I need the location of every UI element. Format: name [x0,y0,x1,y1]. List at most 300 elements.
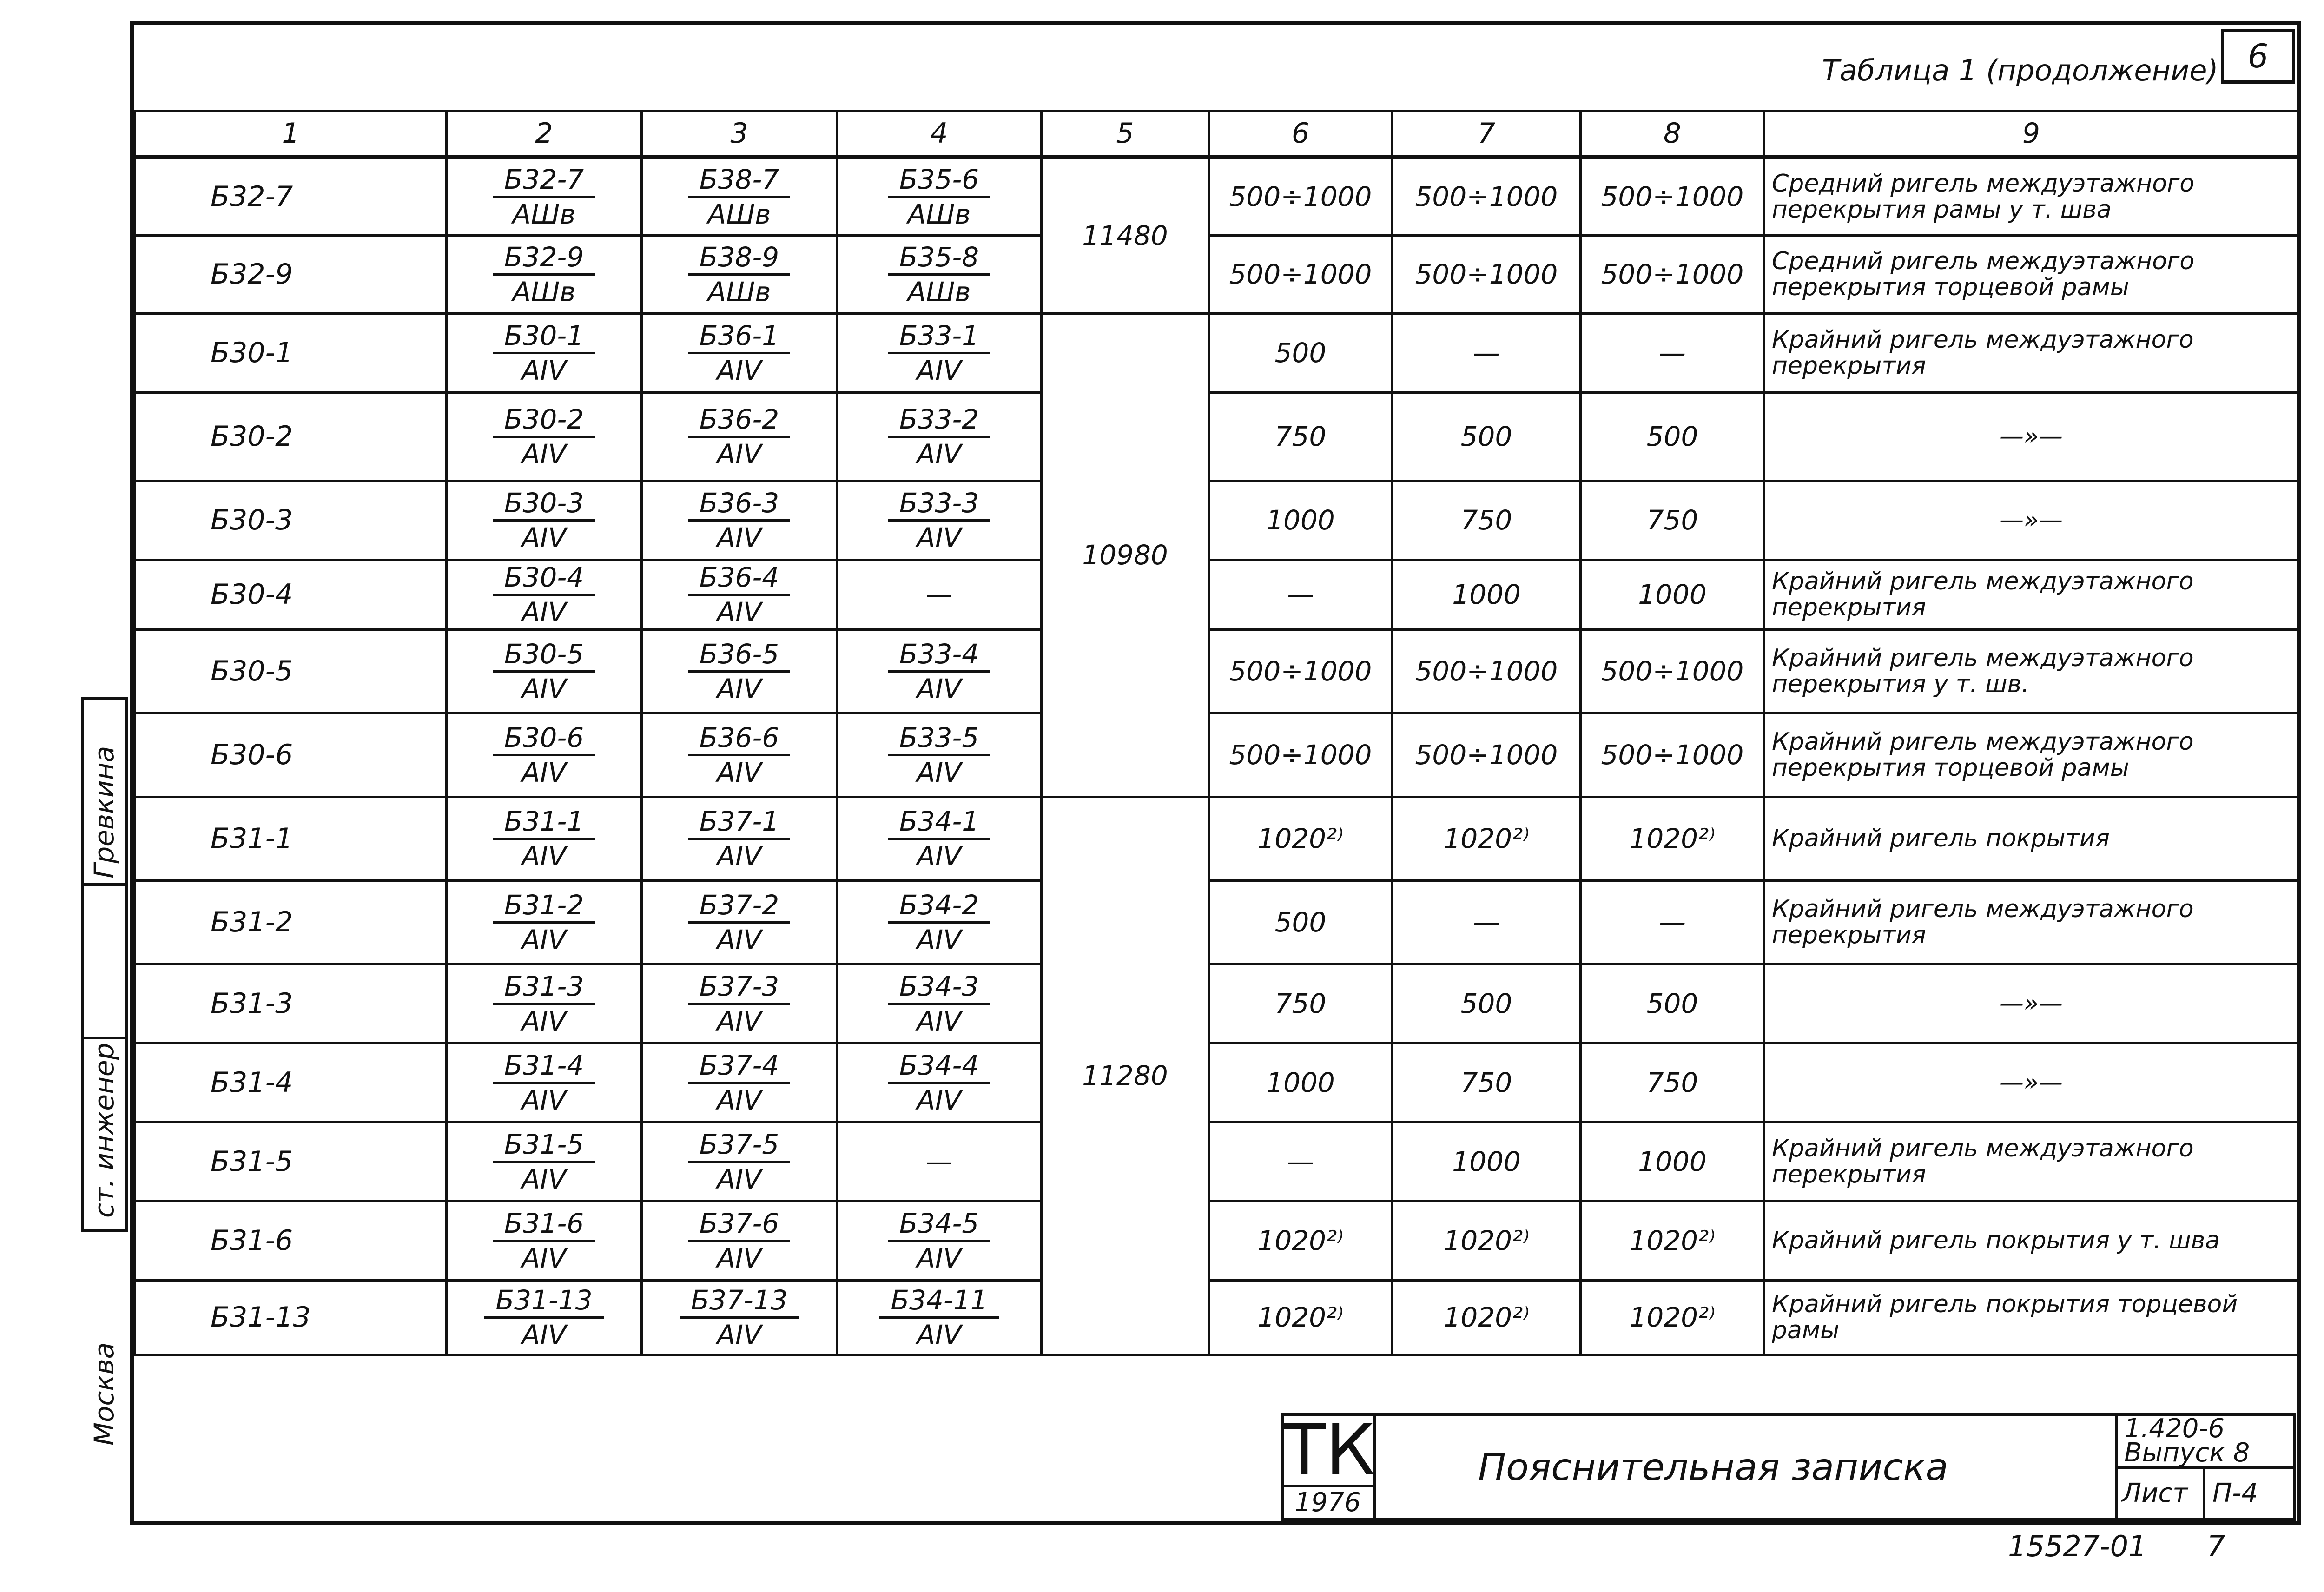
fraction [688,403,790,470]
fraction-numerator: Б37-2 [688,889,790,924]
table-row [135,880,2298,964]
fraction-cell [837,481,1042,560]
fraction [888,1049,990,1116]
margin-name: Гревкина [88,746,120,879]
table-cell: 750 [1393,1043,1581,1122]
fraction [493,805,595,872]
fraction-cell [447,157,642,235]
description-cell: —»— [1764,481,2298,560]
table-cell: 1000 [1581,560,1764,629]
fraction [493,487,595,554]
table-cell: 1020²⁾ [1393,1201,1581,1280]
fraction [493,889,595,956]
fraction-cell [642,964,837,1043]
length-cell: 11480 [1042,157,1209,313]
col-header: 6 [1209,111,1393,158]
table-row [135,235,2298,313]
table-cell: 500 [1209,880,1393,964]
table-cell: 1000 [1581,1122,1764,1201]
fraction-denominator: АIV [917,924,962,956]
fraction-numerator: Б30-6 [493,721,595,756]
fraction-denominator: АШв [512,276,576,308]
fraction-cell [447,880,642,964]
fraction-denominator: АIV [717,522,762,554]
fraction-cell [447,1122,642,1201]
fraction [879,1284,998,1351]
fraction [888,319,990,387]
table-cell: 1020²⁾ [1581,1201,1764,1280]
description-cell: Крайний ригель покрытия торцевой рамы [1764,1280,2298,1354]
sheet-number: 6 [2247,37,2269,75]
mark-cell: Б31-6 [135,1201,447,1280]
fraction-numerator: Б37-3 [688,970,790,1005]
fraction-cell [447,629,642,713]
description-cell: Крайний ригель покрытия у т. шва [1764,1201,2298,1280]
table-cell: — [1209,1122,1393,1201]
fraction [484,1284,603,1351]
col-header: 8 [1581,111,1764,158]
fraction-cell [447,1280,642,1354]
fraction-cell [447,1201,642,1280]
table-cell: 1020²⁾ [1581,797,1764,880]
table-cell: 1020²⁾ [1581,1280,1764,1354]
fraction-denominator: АIV [917,1242,962,1274]
fraction-cell [447,313,642,392]
fraction-cell [642,1122,837,1201]
fraction-cell [837,964,1042,1043]
table-cell: 500÷1000 [1581,629,1764,713]
table-cell: — [837,560,1042,629]
fraction-denominator: АШв [907,276,971,308]
fraction-cell [642,235,837,313]
title-block-divider [2203,1466,2205,1519]
fraction-denominator: АIV [917,1319,962,1351]
fraction-numerator: Б31-3 [493,970,595,1005]
fraction-cell [642,1280,837,1354]
col-header: 7 [1393,111,1581,158]
length-cell: 10980 [1042,313,1209,797]
mark-cell: Б31-3 [135,964,447,1043]
fraction-numerator: Б33-4 [888,638,990,673]
fraction-numerator: Б34-3 [888,970,990,1005]
fraction [493,638,595,705]
fraction [888,403,990,470]
fraction [493,403,595,470]
fraction-denominator: АIV [717,673,762,705]
fraction-numerator: Б34-1 [888,805,990,840]
fraction-numerator: Б35-6 [888,163,990,198]
fraction-numerator: Б36-5 [688,638,790,673]
fraction-cell [642,560,837,629]
mark-cell: Б31-5 [135,1122,447,1201]
table-cell: 500÷1000 [1393,157,1581,235]
fraction-denominator: АIV [717,1319,762,1351]
description-cell: Крайний ригель междуэтажного перекрытия [1764,560,2298,629]
fraction-denominator: АШв [707,276,771,308]
fraction [493,1207,595,1275]
table-cell: 750 [1581,1043,1764,1122]
fraction-numerator: Б33-2 [888,403,990,438]
fraction-numerator: Б31-1 [493,805,595,840]
fraction [688,970,790,1037]
description-cell: Крайний ригель междуэтажного перекрытия у т. шв. [1764,629,2298,713]
table-cell: 750 [1393,481,1581,560]
fraction-numerator: Б37-6 [688,1207,790,1242]
fraction-numerator: Б34-4 [888,1049,990,1084]
table-cell: 1000 [1393,1122,1581,1201]
fraction [688,163,790,231]
table-row [135,313,2298,392]
table-cell: — [1393,880,1581,964]
col-header: 2 [447,111,642,158]
fraction-denominator: АIV [522,673,567,705]
table-cell: 750 [1581,481,1764,560]
fraction-denominator: АIV [917,354,962,386]
description-cell: —»— [1764,392,2298,481]
fraction-numerator: Б37-1 [688,805,790,840]
fraction-cell [447,481,642,560]
fraction-denominator: АШв [707,198,771,230]
table-cell: 500 [1209,313,1393,392]
col-header: 5 [1042,111,1209,158]
fraction-denominator: АШв [907,198,971,230]
col-header: 9 [1764,111,2298,158]
header-row [135,111,2298,158]
fraction [688,721,790,789]
fraction-denominator: АIV [917,1084,962,1116]
description-cell: Крайний ригель междуэтажного перекрытия торцевой рамы [1764,713,2298,797]
table-cell: 500÷1000 [1209,713,1393,797]
mark-cell: Б30-1 [135,313,447,392]
fraction-denominator: АIV [522,1084,567,1116]
fraction-cell [447,235,642,313]
margin-divider [81,1037,128,1039]
table-row [135,1280,2298,1354]
fraction-denominator: АIV [522,596,567,628]
series-code-line2: Выпуск 8 [2124,1438,2250,1468]
fraction-cell [837,629,1042,713]
table-cell: 500÷1000 [1581,157,1764,235]
table-row [135,1122,2298,1201]
fraction-cell [447,964,642,1043]
table-cell: 500÷1000 [1581,713,1764,797]
org-year: 1976 [1283,1485,1373,1518]
fraction-cell [447,713,642,797]
fraction-denominator: АIV [522,1319,567,1351]
fraction-cell [837,235,1042,313]
description-cell: Средний ригель междуэтажного перекрытия рамы у т. шва [1764,157,2298,235]
table-cell: 1000 [1393,560,1581,629]
fraction-numerator: Б35-8 [888,241,990,276]
fraction-cell [642,313,837,392]
fraction-denominator: АIV [717,354,762,386]
mark-cell: Б31-4 [135,1043,447,1122]
fraction [493,561,595,628]
fraction [688,561,790,628]
fraction [888,1207,990,1275]
fraction-numerator: Б31-4 [493,1049,595,1084]
length-cell: 11280 [1042,797,1209,1354]
fraction-numerator: Б36-2 [688,403,790,438]
fraction [688,638,790,705]
fraction-numerator: Б34-2 [888,889,990,924]
series-code [2124,1414,2250,1468]
sheet-number-box [2221,29,2295,84]
table-cell: 500÷1000 [1393,629,1581,713]
fraction [888,241,990,308]
table-row [135,157,2298,235]
fraction-numerator: Б38-9 [688,241,790,276]
fraction-numerator: Б37-13 [680,1284,799,1319]
table-body [135,157,2298,1354]
fraction-denominator: АIV [522,438,567,470]
fraction-numerator: Б33-5 [888,721,990,756]
fraction [688,1049,790,1116]
fraction-numerator: Б30-2 [493,403,595,438]
table-cell: — [1581,313,1764,392]
description-cell: Крайний ригель междуэтажного перекрытия [1764,880,2298,964]
fraction [688,889,790,956]
table-row [135,1201,2298,1280]
fraction-cell [447,797,642,880]
margin-role: ст. инженер [88,1043,120,1218]
fraction-numerator: Б32-9 [493,241,595,276]
fraction-numerator: Б36-4 [688,561,790,596]
fraction [493,1049,595,1116]
fraction-cell [447,1043,642,1122]
fraction [888,163,990,231]
fraction-denominator: АIV [917,438,962,470]
fraction-cell [642,713,837,797]
fraction [688,241,790,308]
table-row [135,1043,2298,1122]
mark-cell: Б32-9 [135,235,447,313]
fraction-numerator: Б30-4 [493,561,595,596]
fraction-numerator: Б31-2 [493,889,595,924]
mark-cell: Б32-7 [135,157,447,235]
col-header: 4 [837,111,1042,158]
fraction-denominator: АIV [717,1084,762,1116]
table-cell: — [1393,313,1581,392]
fraction-numerator: Б33-3 [888,487,990,522]
fraction-denominator: АIV [522,924,567,956]
table-cell: 1000 [1209,1043,1393,1122]
table-cell: 1000 [1209,481,1393,560]
fraction-cell [642,880,837,964]
fraction [493,163,595,231]
mark-cell: Б30-2 [135,392,447,481]
fraction-numerator: Б36-6 [688,721,790,756]
fraction-denominator: АIV [917,840,962,872]
spec-table [134,110,2299,1356]
fraction-numerator: Б30-5 [493,638,595,673]
fraction-numerator: Б36-1 [688,319,790,354]
page-number: 7 [2206,1529,2225,1563]
table-cell: 500 [1581,964,1764,1043]
fraction-numerator: Б31-5 [493,1128,595,1163]
fraction [888,638,990,705]
fraction-cell [837,880,1042,964]
table-row [135,964,2298,1043]
description-cell: Крайний ригель междуэтажного перекрытия [1764,313,2298,392]
org-logo: ТК [1283,1410,1375,1491]
fraction [493,970,595,1037]
fraction-denominator: АIV [717,756,762,788]
table-cell: 1020²⁾ [1393,797,1581,880]
fraction-denominator: АIV [717,596,762,628]
mark-cell: Б31-13 [135,1280,447,1354]
fraction-cell [447,392,642,481]
fraction-cell [837,713,1042,797]
description-cell: —»— [1764,1043,2298,1122]
fraction-denominator: АIV [717,1005,762,1037]
description-cell: Крайний ригель покрытия [1764,797,2298,880]
fraction-denominator: АIV [917,1005,962,1037]
fraction [493,319,595,387]
fraction-cell [837,392,1042,481]
mark-cell: Б30-3 [135,481,447,560]
mark-cell: Б30-5 [135,629,447,713]
fraction-cell [837,1201,1042,1280]
fraction-cell [642,1043,837,1122]
fraction-numerator: Б31-6 [493,1207,595,1242]
fraction [493,721,595,789]
fraction-cell [837,1280,1042,1354]
table-cell: 1020²⁾ [1209,1280,1393,1354]
fraction-cell [642,629,837,713]
table-row [135,713,2298,797]
fraction [688,487,790,554]
fraction-cell [642,392,837,481]
fraction [888,721,990,789]
footer-doc-code [2008,1529,2225,1563]
table-cell: 500÷1000 [1393,235,1581,313]
table-cell: 750 [1209,392,1393,481]
sheet-label: Лист [2122,1478,2188,1508]
mark-cell: Б30-4 [135,560,447,629]
margin-city: Москва [88,1342,120,1446]
fraction-denominator: АIV [717,438,762,470]
table-row [135,797,2298,880]
table-cell: 500÷1000 [1209,629,1393,713]
table-row [135,392,2298,481]
table-cell: 500÷1000 [1393,713,1581,797]
fraction-cell [642,157,837,235]
fraction-denominator: АIV [717,924,762,956]
table-cell: 1020²⁾ [1393,1280,1581,1354]
fraction [888,970,990,1037]
fraction [493,241,595,308]
fraction-cell [837,157,1042,235]
fraction-denominator: АIV [717,1163,762,1195]
fraction [888,889,990,956]
fraction-cell [447,560,642,629]
fraction [688,1207,790,1275]
fraction [688,805,790,872]
table-cell: — [1209,560,1393,629]
fraction-denominator: АIV [917,673,962,705]
table-row [135,560,2298,629]
fraction [888,805,990,872]
table-cell: 500 [1581,392,1764,481]
col-header: 1 [135,111,447,158]
table-cell: — [837,1122,1042,1201]
fraction-cell [642,797,837,880]
fraction [680,1284,799,1351]
fraction-cell [837,797,1042,880]
table-cell: 1020²⁾ [1209,797,1393,880]
table-cell: 500 [1393,964,1581,1043]
mark-cell: Б31-2 [135,880,447,964]
table-cell: 1020²⁾ [1209,1201,1393,1280]
fraction-denominator: АIV [522,840,567,872]
fraction-cell [642,1201,837,1280]
table-title: Таблица 1 (продолжение) [1822,53,2218,87]
margin-divider [81,883,128,886]
mark-cell: Б31-1 [135,797,447,880]
fraction-numerator: Б30-1 [493,319,595,354]
table-cell: 500 [1393,392,1581,481]
fraction-numerator: Б31-13 [484,1284,603,1319]
document-title: Пояснительная записка [1478,1446,1948,1489]
table-cell: 750 [1209,964,1393,1043]
fraction-numerator: Б36-3 [688,487,790,522]
table-cell: 500÷1000 [1581,235,1764,313]
fraction-denominator: АIV [522,354,567,386]
table-cell: — [1581,880,1764,964]
table-row [135,481,2298,560]
fraction-denominator: АIV [522,1242,567,1274]
fraction-numerator: Б33-1 [888,319,990,354]
fraction-cell [642,481,837,560]
table-cell: 500÷1000 [1209,235,1393,313]
description-cell: Крайний ригель междуэтажного перекрытия [1764,1122,2298,1201]
fraction-numerator: Б32-7 [493,163,595,198]
mark-cell: Б30-6 [135,713,447,797]
fraction-denominator: АIV [522,756,567,788]
fraction-denominator: АШв [512,198,576,230]
description-cell: Средний ригель междуэтажного перекрытия торцевой рамы [1764,235,2298,313]
fraction [493,1128,595,1196]
fraction [688,319,790,387]
fraction-cell [837,1043,1042,1122]
col-header: 3 [642,111,837,158]
table-cell: 500÷1000 [1209,157,1393,235]
sheet-value: П-4 [2212,1478,2258,1508]
fraction-denominator: АIV [522,1005,567,1037]
fraction-numerator: Б38-7 [688,163,790,198]
fraction-denominator: АIV [917,522,962,554]
org-stamp [1283,1410,1376,1519]
fraction-cell [837,313,1042,392]
fraction-denominator: АIV [522,1163,567,1195]
fraction [888,487,990,554]
fraction-numerator: Б30-3 [493,487,595,522]
fraction-numerator: Б34-5 [888,1207,990,1242]
fraction-denominator: АIV [717,840,762,872]
fraction-denominator: АIV [522,522,567,554]
fraction [688,1128,790,1196]
doc-code: 15527-01 [2008,1529,2147,1563]
fraction-denominator: АIV [917,756,962,788]
fraction-numerator: Б37-4 [688,1049,790,1084]
fraction-denominator: АIV [717,1242,762,1274]
description-cell: —»— [1764,964,2298,1043]
fraction-numerator: Б34-11 [879,1284,998,1319]
table-row [135,629,2298,713]
fraction-numerator: Б37-5 [688,1128,790,1163]
series-code-line1: 1.420-6 [2124,1414,2225,1444]
